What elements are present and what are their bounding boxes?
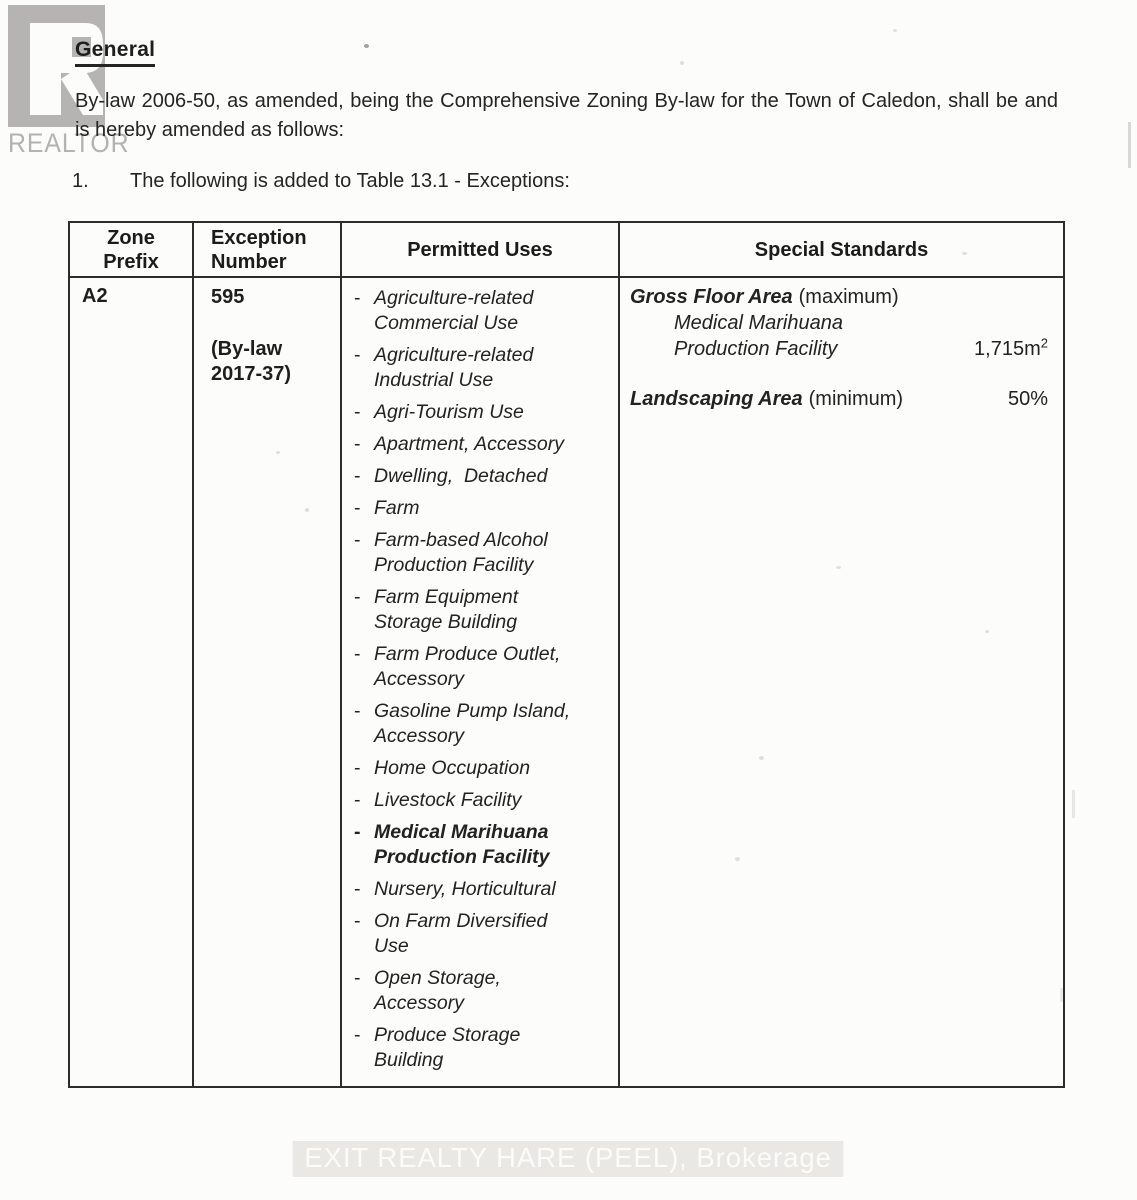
permitted-use-label: Farm-based Alcohol Production Facility <box>374 529 554 576</box>
permitted-use-label: Medical Marihuana Production Facility <box>374 821 554 868</box>
permitted-use-item <box>354 343 612 393</box>
permitted-uses-list <box>354 286 612 1073</box>
permitted-use-label: Nursery, Horticultural <box>374 878 556 900</box>
header-special-standards: Special Standards <box>619 222 1064 277</box>
dash-bullet: - <box>354 287 361 309</box>
permitted-use-label: Agriculture-related Commercial Use <box>374 287 539 334</box>
permitted-use-item <box>354 820 612 870</box>
numbered-item <box>72 170 972 193</box>
permitted-use-label: Gasoline Pump Island, Accessory <box>374 700 575 747</box>
permitted-use-label: Produce Storage Building <box>374 1024 526 1071</box>
permitted-use-item <box>354 528 612 578</box>
standard-qualifier: (minimum) <box>808 388 904 410</box>
standard-subject-line2-row <box>630 336 1048 362</box>
brokerage-watermark-text: EXIT REALTY HARE (PEEL), Brokerage <box>293 1141 844 1177</box>
permitted-use-item <box>354 496 612 521</box>
standard-subject-line1: Medical Marihuana <box>674 312 843 334</box>
permitted-use-label: Farm <box>374 497 420 519</box>
standard-qualifier: (maximum) <box>798 286 899 308</box>
realtor-logo-text: REALTOR <box>8 128 130 158</box>
gross-floor-area-value: $1,715m^2$ <box>974 335 1048 360</box>
scan-speck <box>893 29 897 32</box>
intro-paragraph: By-law 2006-50, as amended, being the Comprehensive Zoning By-law for the Town of Caledon, shall be and is hereby amended as follows: <box>75 90 1058 141</box>
permitted-use-item <box>354 699 612 749</box>
exponent: 2 <box>1040 335 1048 351</box>
permitted-use-label: Livestock Facility <box>374 789 522 811</box>
permitted-use-item <box>354 400 612 425</box>
cell-exception-number <box>193 277 341 1087</box>
item-number: 1. <box>72 170 89 192</box>
dash-bullet: - <box>354 586 361 608</box>
dash-bullet: - <box>354 878 361 900</box>
permitted-use-item <box>354 756 612 781</box>
scan-edge-mark <box>1128 122 1131 168</box>
permitted-use-label: On Farm Diversified Use <box>374 910 553 957</box>
permitted-use-item <box>354 286 612 336</box>
cell-zone-prefix <box>69 277 193 1087</box>
exceptions-table <box>68 221 1065 1088</box>
permitted-use-label: Farm Equipment Storage Building <box>374 586 524 633</box>
dash-bullet: - <box>354 789 361 811</box>
dash-bullet: - <box>354 757 361 779</box>
standard-landscaping-area <box>630 386 1048 412</box>
dash-bullet: - <box>354 821 361 843</box>
dash-bullet: - <box>354 910 361 932</box>
header-exception-number: Exception Number <box>193 222 341 277</box>
exception-bylaw-ref: (By-law 2017-37) <box>211 338 292 385</box>
table-header-row <box>69 222 1064 277</box>
dash-bullet: - <box>354 497 361 519</box>
permitted-use-item <box>354 432 612 457</box>
dash-bullet: - <box>354 401 361 423</box>
dash-bullet: - <box>354 643 361 665</box>
zone-prefix-value: A2 <box>82 285 108 307</box>
permitted-use-label: Agriculture-related Industrial Use <box>374 344 539 391</box>
item-text: The following is added to Table 13.1 - Exceptions: <box>130 170 570 192</box>
dash-bullet: - <box>354 1024 361 1046</box>
dash-bullet: - <box>354 344 361 366</box>
cell-permitted-uses <box>341 277 619 1087</box>
permitted-use-label: Apartment, Accessory <box>374 433 565 455</box>
permitted-use-label: Dwelling, Detached <box>374 465 548 487</box>
header-permitted-uses: Permitted Uses <box>341 222 619 277</box>
dash-bullet: - <box>354 433 361 455</box>
header-zone-prefix: Zone Prefix <box>69 222 193 277</box>
scan-edge-mark <box>1072 790 1075 818</box>
brokerage-watermark <box>0 1141 1137 1177</box>
scan-speck <box>364 44 369 48</box>
permitted-use-item <box>354 1023 612 1073</box>
landscaping-area-value: 50% <box>1007 388 1048 410</box>
table-row <box>69 277 1064 1087</box>
permitted-use-label: Agri-Tourism Use <box>374 401 524 423</box>
exception-number-value: 595 <box>211 286 245 308</box>
standard-name: Landscaping Area <box>630 388 803 410</box>
standard-subject-line2: Production Facility <box>674 338 838 360</box>
permitted-use-item <box>354 642 612 692</box>
permitted-use-label: Open Storage, Accessory <box>374 967 506 1014</box>
permitted-use-item <box>354 877 612 902</box>
cell-special-standards <box>619 277 1064 1087</box>
scan-speck <box>680 61 684 65</box>
permitted-use-item <box>354 585 612 635</box>
permitted-use-item <box>354 909 612 959</box>
permitted-use-item <box>354 464 612 489</box>
dash-bullet: - <box>354 465 361 487</box>
standard-gross-floor-area <box>630 284 1048 310</box>
dash-bullet: - <box>354 967 361 989</box>
permitted-use-label: Farm Produce Outlet, Accessory <box>374 643 566 690</box>
dash-bullet: - <box>354 529 361 551</box>
permitted-use-item <box>354 788 612 813</box>
standard-name: Gross Floor Area <box>630 286 793 308</box>
permitted-use-item <box>354 966 612 1016</box>
section-heading: General <box>75 38 155 67</box>
permitted-use-label: Home Occupation <box>374 757 531 779</box>
dash-bullet: - <box>354 700 361 722</box>
